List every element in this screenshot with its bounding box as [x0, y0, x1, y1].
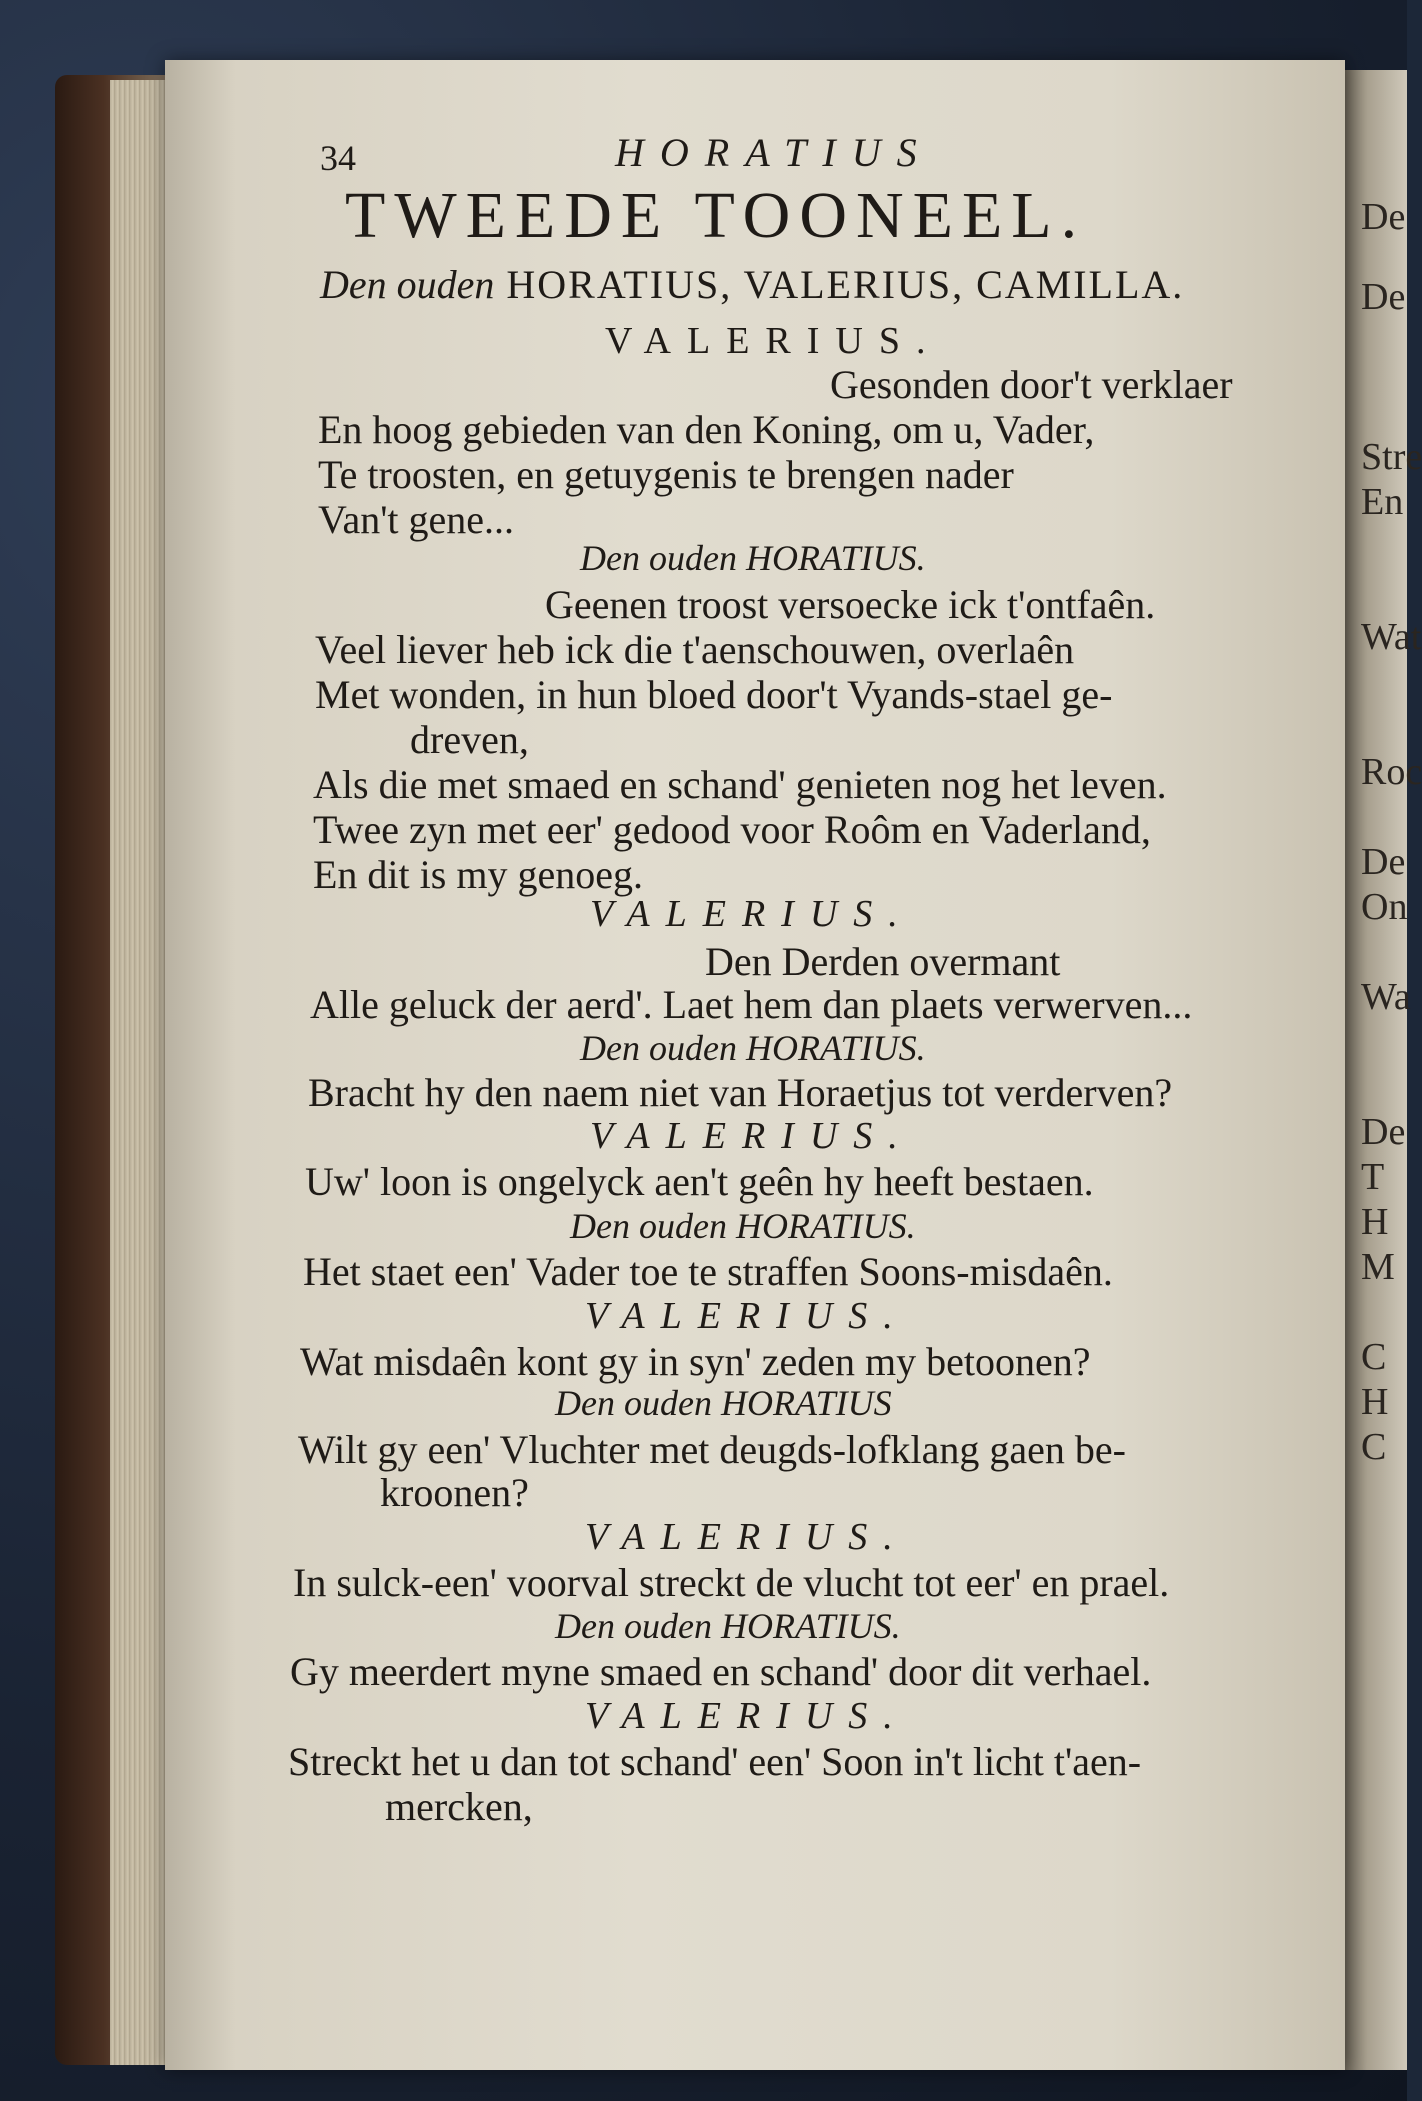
- verse-line: kroonen?: [380, 1470, 529, 1515]
- facing-page-fragment: Wat: [1361, 616, 1422, 658]
- speaker-label: VALERIUS.: [590, 1115, 914, 1157]
- verse-line: Streckt het u dan tot schand' een' Soon in't licht t'aen-: [288, 1739, 1142, 1784]
- verse-line: Twee zyn met eer' gedood voor Roôm en Vaderland,: [313, 807, 1151, 852]
- scene-title: TWEEDE TOONEEL.: [345, 179, 1087, 252]
- verse-line: Gy meerdert myne smaed en schand' door dit verhael.: [290, 1649, 1152, 1694]
- facing-page-edge: [1345, 70, 1422, 2070]
- verse-line: Gesonden door't verklaer: [830, 362, 1233, 407]
- verse-line: mercken,: [385, 1784, 533, 1829]
- verse-line: Als die met smaed en schand' genieten nog het leven.: [313, 762, 1167, 807]
- verse-line: Met wonden, in hun bloed door't Vyands-stael ge-: [315, 672, 1113, 717]
- verse-line: Van't gene...: [318, 497, 515, 542]
- speaker-label: Den ouden HORATIUS.: [580, 538, 926, 578]
- speaker-label: VALERIUS.: [585, 1516, 909, 1558]
- facing-page-fragment: H: [1361, 1201, 1389, 1243]
- verse-line: Te troosten, en getuygenis te brengen nader: [318, 452, 1014, 497]
- verse-line: En dit is my genoeg.: [313, 852, 643, 897]
- cast-prefix: Den ouden: [320, 262, 495, 307]
- facing-page-fragment: H: [1361, 1381, 1389, 1423]
- facing-page-fragment: De: [1361, 276, 1406, 318]
- facing-page-fragment: De: [1361, 196, 1406, 238]
- cast-list: [320, 262, 1185, 307]
- verse-line: Den Derden overmant: [705, 939, 1061, 984]
- running-title: HORATIUS: [615, 130, 933, 175]
- page-number: 34: [320, 138, 356, 178]
- speaker-label: VALERIUS.: [590, 893, 914, 935]
- facing-page-fragment: De: [1361, 841, 1406, 883]
- facing-page-fragment: De: [1361, 1111, 1406, 1153]
- verse-line: Uw' loon is ongelyck aen't geên hy heeft bestaen.: [305, 1159, 1094, 1204]
- facing-page-fragment: C: [1361, 1426, 1387, 1468]
- facing-page-fragment: Wa: [1361, 976, 1411, 1018]
- facing-page-fragment: T: [1361, 1156, 1385, 1198]
- verse-line: In sulck-een' voorval streckt de vlucht tot eer' en prael.: [293, 1560, 1170, 1605]
- speaker-label: VALERIUS.: [605, 320, 942, 362]
- verse-line: Wilt gy een' Vluchter met deugds-lofklang gaen be-: [298, 1427, 1126, 1472]
- verse-line: Veel liever heb ick die t'aenschouwen, overlaên: [315, 627, 1075, 672]
- facing-page-fragment: En: [1361, 481, 1404, 523]
- verse-line: Bracht hy den naem niet van Horaetjus tot verderven?: [308, 1070, 1173, 1115]
- verse-line: Alle geluck der aerd'. Laet hem dan plaets verwerven...: [310, 982, 1193, 1027]
- verse-line: En hoog gebieden van den Koning, om u, Vader,: [318, 407, 1095, 452]
- verse-line: dreven,: [410, 717, 529, 762]
- facing-page-fragment: C: [1361, 1336, 1387, 1378]
- facing-page-fragment: M: [1361, 1246, 1395, 1288]
- facing-page-fragment: Roc: [1361, 751, 1422, 793]
- verse-line: Wat misdaên kont gy in syn' zeden my betoonen?: [300, 1339, 1091, 1384]
- speaker-label: Den ouden HORATIUS: [555, 1383, 892, 1423]
- verse-line: Het staet een' Vader toe te straffen Soons-misdaên.: [303, 1249, 1113, 1294]
- speaker-label: Den ouden HORATIUS.: [555, 1606, 901, 1646]
- speaker-label: VALERIUS.: [585, 1295, 909, 1337]
- speaker-label: Den ouden HORATIUS.: [570, 1206, 916, 1246]
- facing-page-fragment: On: [1361, 886, 1408, 928]
- speaker-label: Den ouden HORATIUS.: [580, 1028, 926, 1068]
- verse-line: Geenen troost versoecke ick t'ontfaên.: [545, 582, 1156, 627]
- facing-page-fragment: Stre: [1361, 436, 1422, 478]
- speaker-label: VALERIUS.: [585, 1695, 909, 1737]
- cast-names: HORATIUS, VALERIUS, CAMILLA.: [506, 262, 1185, 307]
